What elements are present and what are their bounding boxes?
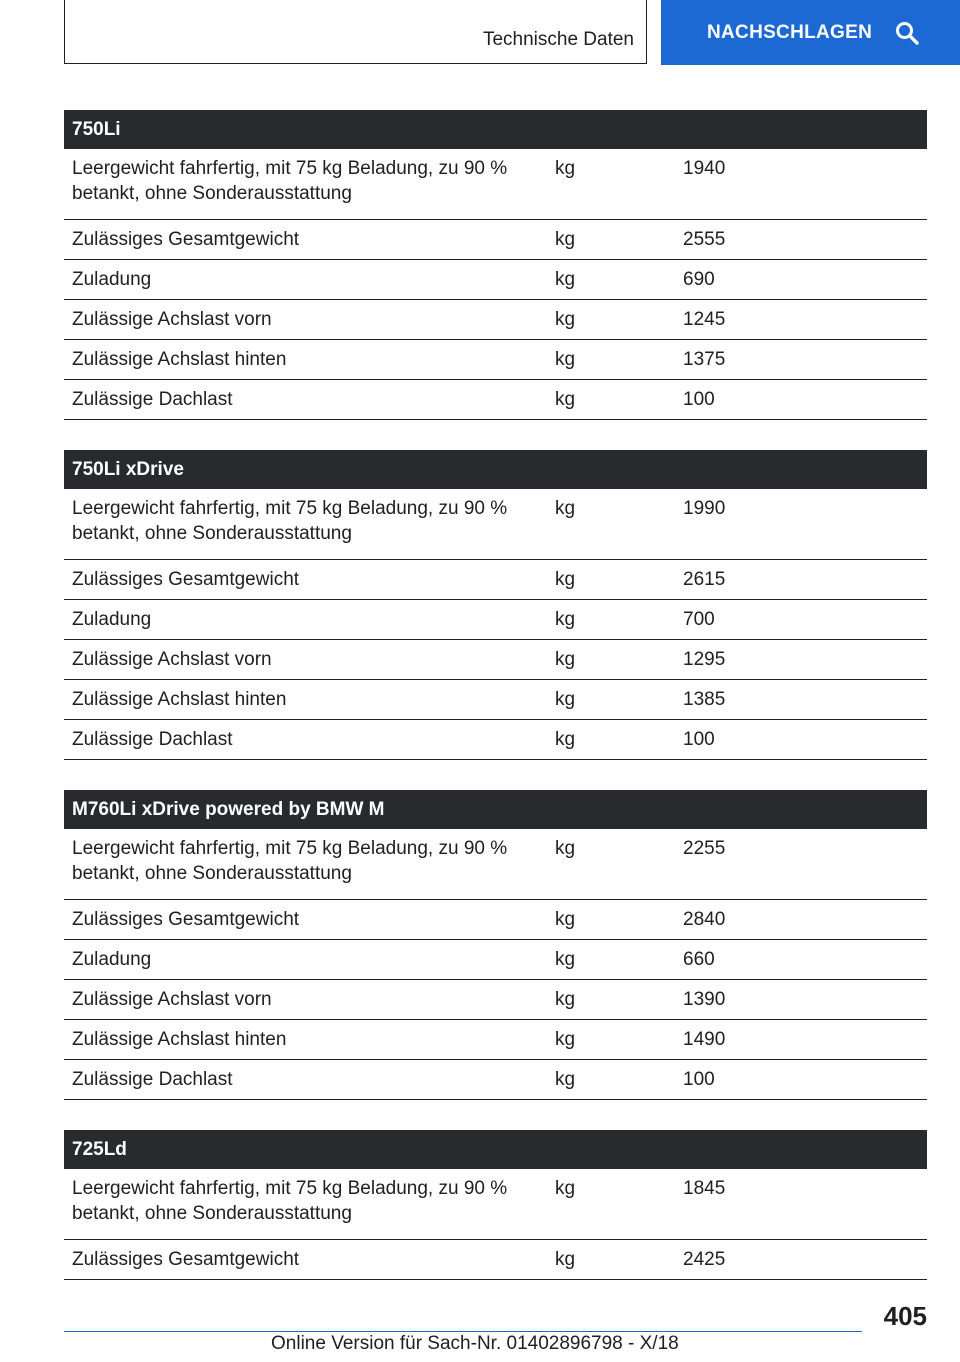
- row-label: Zulässige Dachlast: [64, 720, 539, 760]
- row-value: 2840: [675, 900, 927, 940]
- row-value: 1295: [675, 640, 927, 680]
- row-unit: kg: [539, 149, 675, 220]
- row-label: Zuladung: [64, 260, 539, 300]
- row-label: Zulässige Achslast hinten: [64, 340, 539, 380]
- row-value: 1390: [675, 980, 927, 1020]
- row-label: Zuladung: [64, 600, 539, 640]
- row-label: Zulässige Achslast vorn: [64, 980, 539, 1020]
- row-unit: kg: [539, 380, 675, 420]
- search-icon: [894, 20, 920, 46]
- nachschlagen-button[interactable]: [661, 0, 960, 65]
- row-label: Zuladung: [64, 940, 539, 980]
- table-title: M760Li xDrive powered by BMW M: [64, 790, 927, 829]
- row-unit: kg: [539, 680, 675, 720]
- row-unit: kg: [539, 720, 675, 760]
- spec-table: [64, 1130, 927, 1280]
- header-box: [64, 0, 647, 64]
- table-row: [64, 600, 927, 640]
- row-unit: kg: [539, 560, 675, 600]
- spec-table: [64, 790, 927, 1100]
- row-label: Zulässiges Gesamtgewicht: [64, 560, 539, 600]
- row-unit: kg: [539, 1240, 675, 1280]
- table-row: [64, 640, 927, 680]
- row-value: 2255: [675, 829, 927, 900]
- row-label: Leergewicht fahrfertig, mit 75 kg Beladung, zu 90 % betankt, ohne Sonderausstattung: [64, 149, 539, 220]
- row-unit: kg: [539, 900, 675, 940]
- row-value: 1490: [675, 1020, 927, 1060]
- table-row: [64, 560, 927, 600]
- row-label: Leergewicht fahrfertig, mit 75 kg Beladung, zu 90 % betankt, ohne Sonderausstattung: [64, 489, 539, 560]
- table-row: [64, 380, 927, 420]
- row-value: 1990: [675, 489, 927, 560]
- row-value: 1245: [675, 300, 927, 340]
- table-row: [64, 1240, 927, 1280]
- table-row: [64, 980, 927, 1020]
- table-row: [64, 900, 927, 940]
- table-title: 750Li xDrive: [64, 450, 927, 489]
- row-value: 2555: [675, 220, 927, 260]
- row-label: Zulässiges Gesamtgewicht: [64, 1240, 539, 1280]
- row-unit: kg: [539, 220, 675, 260]
- table-row: [64, 220, 927, 260]
- row-label: Zulässige Dachlast: [64, 380, 539, 420]
- table-row: [64, 1169, 927, 1240]
- row-label: Zulässige Dachlast: [64, 1060, 539, 1100]
- table-row: [64, 300, 927, 340]
- row-unit: kg: [539, 980, 675, 1020]
- table-title: 750Li: [64, 110, 927, 149]
- row-value: 660: [675, 940, 927, 980]
- row-unit: kg: [539, 300, 675, 340]
- table-row: [64, 340, 927, 380]
- row-label: Zulässige Achslast vorn: [64, 300, 539, 340]
- nachschlagen-button-label: NACHSCHLAGEN: [707, 21, 873, 43]
- table-row: [64, 260, 927, 300]
- row-unit: kg: [539, 640, 675, 680]
- footer-divider: [64, 1331, 862, 1332]
- table-row: [64, 680, 927, 720]
- row-value: 1845: [675, 1169, 927, 1240]
- spec-table: [64, 110, 927, 420]
- row-value: 2615: [675, 560, 927, 600]
- table-row: [64, 829, 927, 900]
- row-label: Leergewicht fahrfertig, mit 75 kg Beladung, zu 90 % betankt, ohne Sonderausstattung: [64, 829, 539, 900]
- row-label: Zulässiges Gesamtgewicht: [64, 220, 539, 260]
- page-section-title: Technische Daten: [482, 29, 634, 50]
- row-label: Zulässige Achslast hinten: [64, 1020, 539, 1060]
- spec-tables: [64, 110, 927, 1310]
- table-row: [64, 489, 927, 560]
- table-row: [64, 1020, 927, 1060]
- row-unit: kg: [539, 340, 675, 380]
- row-unit: kg: [539, 600, 675, 640]
- row-value: 1385: [675, 680, 927, 720]
- row-unit: kg: [539, 1020, 675, 1060]
- row-value: 100: [675, 1060, 927, 1100]
- row-label: Zulässige Achslast vorn: [64, 640, 539, 680]
- row-label: Zulässige Achslast hinten: [64, 680, 539, 720]
- row-value: 100: [675, 380, 927, 420]
- row-unit: kg: [539, 489, 675, 560]
- row-value: 100: [675, 720, 927, 760]
- row-value: 1940: [675, 149, 927, 220]
- table-row: [64, 1060, 927, 1100]
- footer-text: Online Version für Sach-Nr. 01402896798 - X/18: [271, 1333, 679, 1354]
- row-value: 2425: [675, 1240, 927, 1280]
- row-label: Leergewicht fahrfertig, mit 75 kg Beladung, zu 90 % betankt, ohne Sonderausstattung: [64, 1169, 539, 1240]
- row-label: Zulässiges Gesamtgewicht: [64, 900, 539, 940]
- row-unit: kg: [539, 940, 675, 980]
- row-unit: kg: [539, 1169, 675, 1240]
- spec-table: [64, 450, 927, 760]
- page-number: 405: [883, 1301, 927, 1331]
- table-row: [64, 720, 927, 760]
- row-value: 690: [675, 260, 927, 300]
- table-row: [64, 940, 927, 980]
- row-value: 700: [675, 600, 927, 640]
- row-value: 1375: [675, 340, 927, 380]
- table-title: 725Ld: [64, 1130, 927, 1169]
- row-unit: kg: [539, 829, 675, 900]
- row-unit: kg: [539, 1060, 675, 1100]
- row-unit: kg: [539, 260, 675, 300]
- table-row: [64, 149, 927, 220]
